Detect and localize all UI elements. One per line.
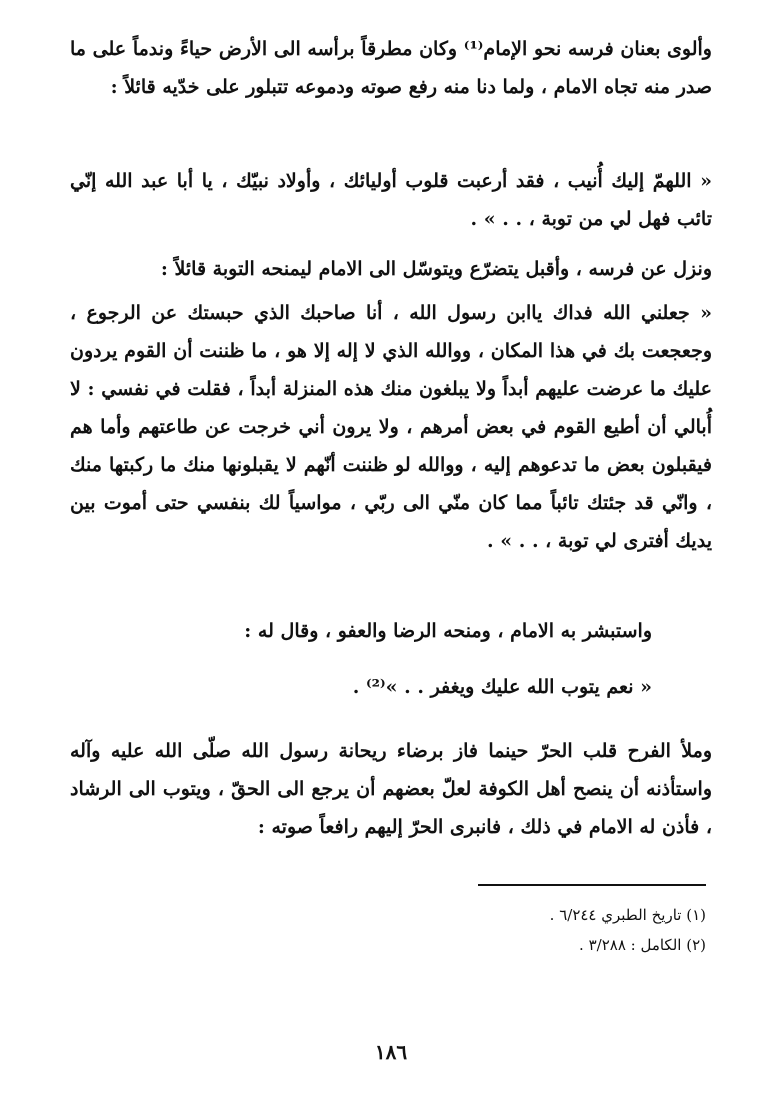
paragraph-narration-2: ونزل عن فرسه ، وأقبل يتضرّع ويتوسّل الى الامام ليمنحه التوبة قائلاً : xyxy=(160,258,712,280)
footnote-2: (٢) الكامل : ٣/٢٨٨ . xyxy=(579,936,706,954)
footnote-1: (١) تاريخ الطبري ٦/٢٤٤ . xyxy=(549,906,706,924)
page-number: ١٨٦ xyxy=(374,1040,408,1064)
footnotes xyxy=(306,900,706,960)
paragraph-narration-1: وألوى بعنان فرسه نحو الإمام⁽¹⁾ وكان مطرقاً برأسه الى الأرض حياءً وندماً على ما صدر منه تجاه الامام ، ولما دنا منه رفع صوته ودموعه تتبلور على خدّيه قائلاً : xyxy=(70,38,712,98)
paragraph-quote-2: « جعلني الله فداك ياابن رسول الله ، أنا صاحبك الذي حبستك عن الرجوع ، وجعجعت بك في هذا المكان ، ووالله الذي لا إله إلا هو ، ما ظننت أن القوم يردون عليك ما عرضت عليهم أبداً ولا يبلغون منك هذه المنزلة أبداً ، فقلت في نفسي : لا أُبالي أن أطيع القوم في بعض أمرهم ، ولا يرون أني خرجت عن طاعتهم وأما هم فيقبلون بعض ما تدعوهم إليه ، ووالله لو ظننت أنّهم لا يقبلونها منك ما ركبتها منك ، وانّي قد جئتك تائباً مما كان منّي الى ربّي ، مواسياً لك بنفسي حتى أموت بين يديك أفترى لي توبة ، . . » . xyxy=(70,302,713,552)
paragraph-quote-1: « اللهمّ إليك أُنيب ، فقد أرعبت قلوب أوليائك ، وأولاد نبيّك ، يا أبا عبد الله إنّي تائب فهل لي من توبة ، . . » . xyxy=(70,170,712,230)
paragraph-narration-4: وملأ الفرح قلب الحرّ حينما فاز برضاء ريحانة رسول الله صلّى الله عليه وآله واستأذنه أن ينصح أهل الكوفة لعلّ بعضهم أن يرجع الى الحقّ ، ويتوب الى الرشاد ، فأذن له الامام في ذلك ، فانبرى الحرّ إليهم رافعاً صوته : xyxy=(70,740,712,838)
paragraph-quote-3: « نعم يتوب الله عليك ويغفر . . »⁽²⁾ . xyxy=(352,676,652,698)
paragraph-narration-3: واستبشر به الامام ، ومنحه الرضا والعفو ، وقال له : xyxy=(244,620,652,642)
footnote-divider xyxy=(478,884,706,886)
